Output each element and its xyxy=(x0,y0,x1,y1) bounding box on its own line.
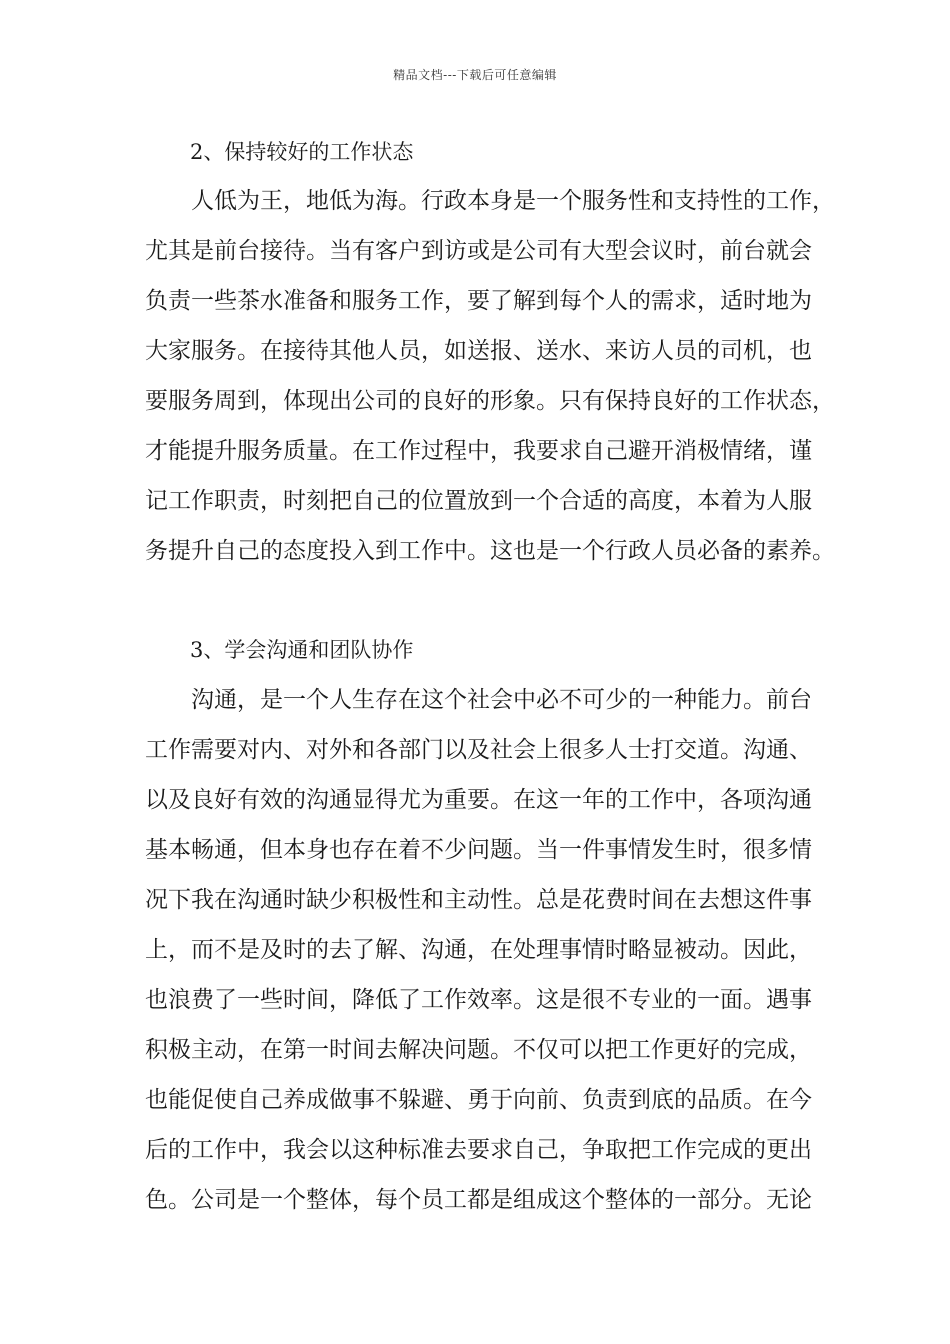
paragraph-line: 也浪费了一些时间，降低了工作效率。这是很不专业的一面。遇事 xyxy=(145,987,812,1013)
paragraph-line: 负责一些茶水准备和服务工作，要了解到每个人的需求，适时地为 xyxy=(145,288,812,314)
paragraph-line: 以及良好有效的沟通显得尤为重要。在这一年的工作中，各项沟通 xyxy=(145,787,812,813)
paragraph-line: 大家服务。在接待其他人员，如送报、送水、来访人员的司机，也 xyxy=(145,338,812,364)
page-header: 精品文档---下载后可任意编辑 xyxy=(393,68,557,82)
section-3-heading: 3、学会沟通和团队协作 xyxy=(190,638,414,662)
paragraph-line: 上，而不是及时的去了解、沟通，在处理事情时略显被动。因此， xyxy=(145,937,812,963)
paragraph-line: 才能提升服务质量。在工作过程中，我要求自己避开消极情绪，谨 xyxy=(145,438,812,464)
paragraph-line: 务提升自己的态度投入到工作中。这也是一个行政人员必备的素养。 xyxy=(145,538,835,564)
paragraph-line: 况下我在沟通时缺少积极性和主动性。总是花费时间在去想这件事 xyxy=(145,887,812,913)
paragraph-line: 工作需要对内、对外和各部门以及社会上很多人士打交道。沟通、 xyxy=(145,737,812,763)
paragraph-line: 也能促使自己养成做事不躲避、勇于向前、负责到底的品质。在今 xyxy=(145,1087,812,1113)
paragraph-line: 记工作职责，时刻把自己的位置放到一个合适的高度，本着为人服 xyxy=(145,488,812,514)
paragraph-line: 积极主动，在第一时间去解决问题。不仅可以把工作更好的完成， xyxy=(145,1037,812,1063)
section-2-heading: 2、保持较好的工作状态 xyxy=(190,140,414,164)
paragraph-line: 人低为王，地低为海。行政本身是一个服务性和支持性的工作， xyxy=(191,188,835,214)
paragraph-line: 沟通，是一个人生存在这个社会中必不可少的一种能力。前台 xyxy=(191,687,812,713)
paragraph-line: 尤其是前台接待。当有客户到访或是公司有大型会议时，前台就会 xyxy=(145,238,812,264)
paragraph-line: 基本畅通，但本身也存在着不少问题。当一件事情发生时，很多情 xyxy=(145,837,812,863)
paragraph-line: 后的工作中，我会以这种标准去要求自己，争取把工作完成的更出 xyxy=(145,1137,812,1163)
paragraph-line: 要服务周到，体现出公司的良好的形象。只有保持良好的工作状态， xyxy=(145,388,835,414)
paragraph-line: 色。公司是一个整体，每个员工都是组成这个整体的一部分。无论 xyxy=(145,1187,812,1213)
